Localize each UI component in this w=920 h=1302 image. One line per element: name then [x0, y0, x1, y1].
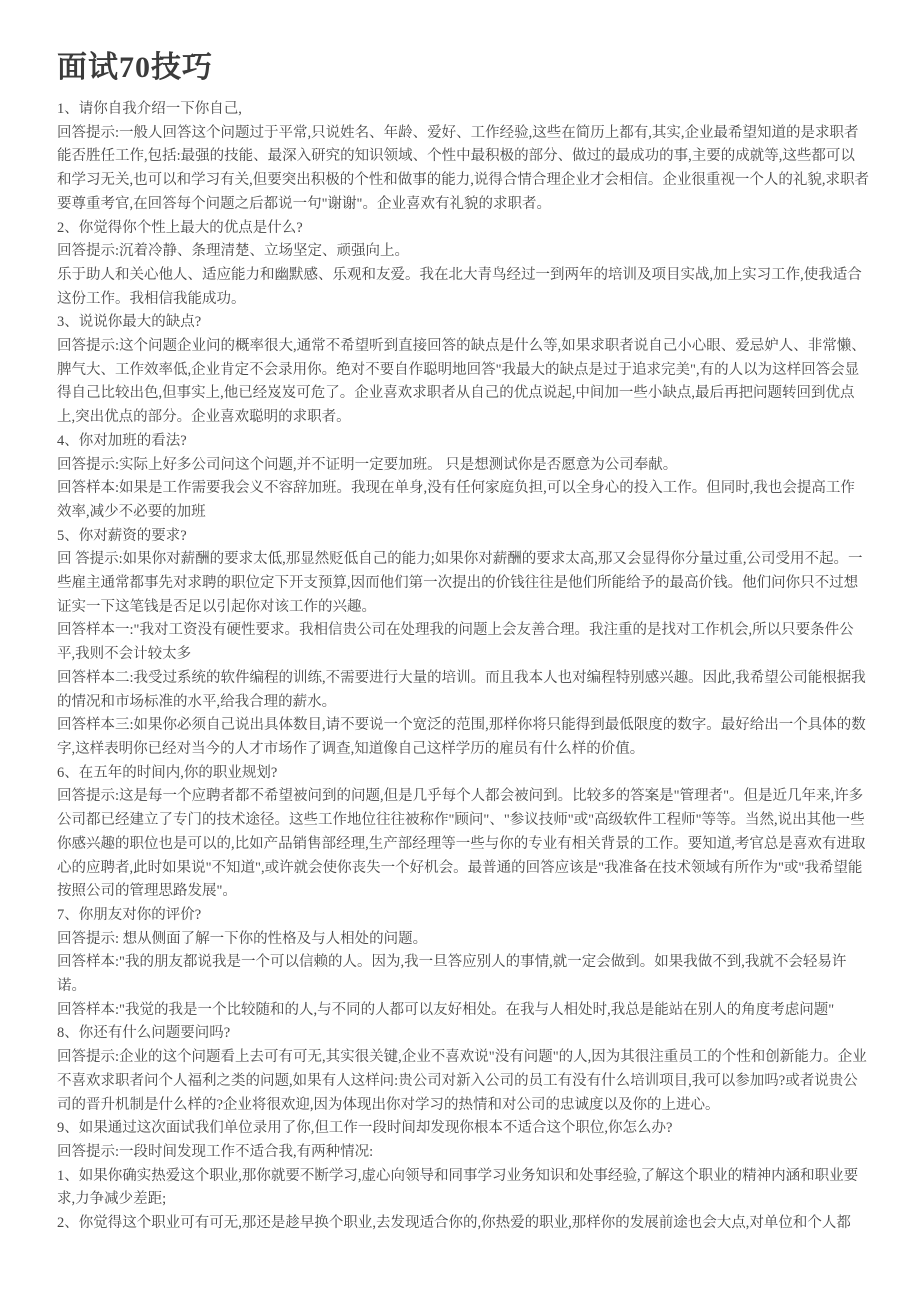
question-1-tip: 回答提示:一般人回答这个问题过于平常,只说姓名、年龄、爱好、工作经验,这些在简历上都有,其实,企业最希望知道的是求职者能否胜任工作,包括:最强的技能、最深入研究的知识领域、个性中最积极的部分、做过的最成功的事,主要的成就等,这些都可以和学习无关,也可以和学习有关,但要突出积极的个性和做事的能力,说得合情合理企业才会相信。企业很重视一个人的礼貌,求职者要尊重考官,在回答每个问题之后都说一句"谢谢"。企业喜欢有礼貌的求职者。 — [57, 124, 869, 212]
question-5-sample-2: 回答样本二:我受过系统的软件编程的训练,不需要进行大量的培训。而且我本人也对编程特别感兴趣。因此,我希望公司能根据我的情况和市场标准的水平,给我合理的薪水。 — [57, 669, 866, 710]
question-4-sample: 回答样本:如果是工作需要我会义不容辞加班。我现在单身,没有任何家庭负担,可以全身心的投入工作。但同时,我也会提高工作效率,减少不必要的加班 — [57, 480, 855, 520]
question-9-tip: 回答提示:一段时间发现工作不适合我,有两种情况: — [57, 1143, 374, 1160]
question-7-sample-1: 回答样本:"我的朋友都说我是一个可以信赖的人。因为,我一旦答应别人的事情,就一定会做到。如果我做不到,我就不会轻易许诺。 — [57, 954, 847, 995]
question-1-heading: 1、请你自我介绍一下你自己, — [57, 101, 242, 117]
document-title: 面试70技巧 — [57, 51, 213, 84]
question-3-heading: 3、说说你最大的缺点? — [57, 314, 202, 331]
question-5-sample-1: 回答样本一:"我对工资没有硬性要求。我相信贵公司在处理我的问题上会友善合理。我注重的是找对工作机会,所以只要条件公平,我则不会计较太多 — [57, 622, 854, 663]
question-6-heading: 6、在五年的时间内,你的职业规划? — [57, 764, 278, 781]
question-7-heading: 7、你朋友对你的评价? — [57, 906, 202, 923]
question-8-heading: 8、你还有什么问题要问吗? — [57, 1025, 231, 1042]
question-4-heading: 4、你对加班的看法? — [57, 432, 187, 449]
document-body — [57, 98, 869, 1236]
question-5-heading: 5、你对薪资的要求? — [57, 527, 187, 544]
question-2-tip-continued: 乐于助人和关心他人、适应能力和幽默感、乐观和友爱。我在北大青鸟经过一到两年的培训及项目实战,加上实习工作,使我适合这份工作。我相信我能成功。 — [57, 266, 862, 307]
question-4-tip: 回答提示:实际上好多公司问这个问题,并不证明一定要加班。 只是想测试你是否愿意为公司奉献。 — [57, 456, 678, 473]
question-5-sample-3: 回答样本三:如果你必须自己说出具体数目,请不要说一个宽泛的范围,那样你将只能得到最低限度的数字。最好给出一个具体的数字,这样表明你已经对当今的人才市场作了调查,知道像自己这样学历的雇员有什么样的价值。 — [57, 717, 866, 757]
question-3-tip: 回答提示:这个问题企业问的概率很大,通常不希望听到直接回答的缺点是什么等,如果求职者说自己小心眼、爱忌妒人、非常懒、脾气大、工作效率低,企业肯定不会录用你。绝对不要自作聪明地回答"我最大的缺点是过于追求完美",有的人以为这样回答会显得自己比较出色,但事实上,他已经岌岌可危了。企业喜欢求职者从自己的优点说起,中间加一些小缺点,最后再把问题转回到优点上,突出优点的部分。企业喜欢聪明的求职者。 — [57, 338, 866, 426]
question-6-tip: 回答提示:这是每一个应聘者都不希望被问到的问题,但是几乎每个人都会被问到。比较多的答案是"管理者"。但是近几年来,许多公司都已经建立了专门的技术途径。这些工作地位往往被称作"顾问"、"参议技师"或"高级软件工程师"等等。当然,说出其他一些你感兴趣的职位也是可以的,比如产品销售部经理,生产部经理等一些与你的专业有相关背景的工作。要知道,考官总是喜欢有进取心的应聘者,此时如果说"不知道",或许就会使你丧失一个好机会。最普通的回答应该是"我准备在技术领域有所作为"或"我希望能按照公司的管理思路发展"。 — [57, 788, 866, 900]
question-5-tip: 回 答提示:如果你对薪酬的要求太低,那显然贬低自己的能力;如果你对薪酬的要求太高,那又会显得你分量过重,公司受用不起。一些雇主通常都事先对求聘的职位定下开支预算,因而他们第一次提出的价钱往往是他们所能给予的最高价钱。他们问你只不过想证实一下这笔钱是否足以引起你对该工作的兴趣。 — [57, 551, 863, 615]
question-7-sample-2: 回答样本:"我觉的我是一个比较随和的人,与不同的人都可以友好相处。在我与人相处时,我总是能站在别人的角度考虑问题" — [57, 1001, 835, 1018]
question-9-case-2: 2、你觉得这个职业可有可无,那还是趁早换个职业,去发现适合你的,你热爱的职业,那样你的发展前途也会大点,对单位和个人都 — [57, 1215, 851, 1232]
question-9-heading: 9、如果通过这次面试我们单位录用了你,但工作一段时间却发现你根本不适合这个职位,你怎么办? — [57, 1120, 673, 1137]
question-8-tip: 回答提示:企业的这个问题看上去可有可无,其实很关键,企业不喜欢说"没有问题"的人,因为其很注重员工的个性和创新能力。企业不喜欢求职者问个人福利之类的问题,如果有人这样问:贵公司对新入公司的员工有没有什么培训项目,我可以参加吗?或者说贵公司的晋升机制是什么样的?企业将很欢迎,因为体现出你对学习的热情和对公司的忠诚度以及你的上进心。 — [57, 1049, 867, 1113]
question-9-case-1: 1、如果你确实热爱这个职业,那你就要不断学习,虚心向领导和同事学习业务知识和处事经验,了解这个职业的精神内涵和职业要求,力争减少差距; — [57, 1167, 859, 1208]
question-2-heading: 2、你觉得你个性上最大的优点是什么? — [57, 219, 303, 236]
question-2-tip: 回答提示:沉着冷静、条理清楚、立场坚定、顽强向上。 — [57, 243, 410, 260]
question-7-tip: 回答提示: 想从侧面了解一下你的性格及与人相处的问题。 — [57, 930, 428, 947]
